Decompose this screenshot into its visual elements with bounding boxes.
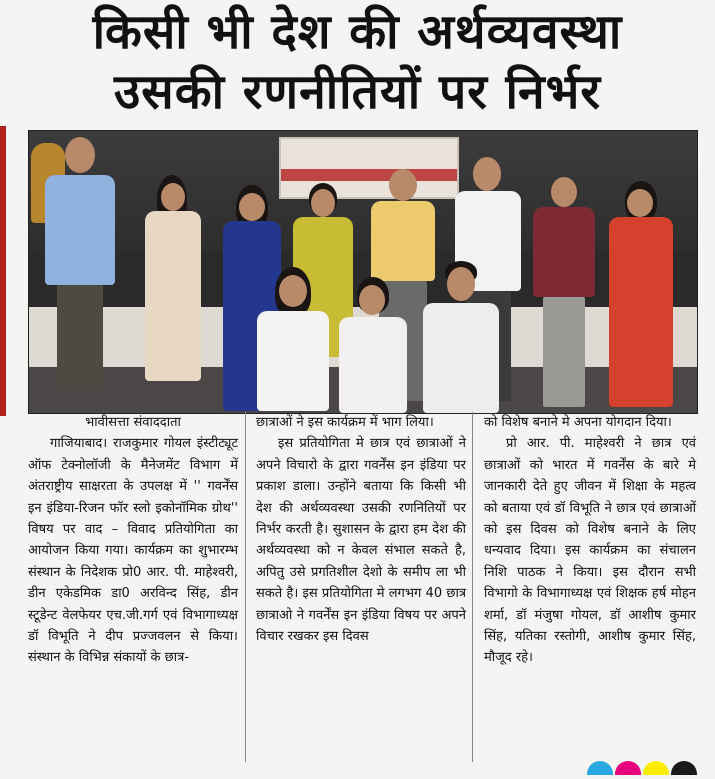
headline-line-2: उसकी रणनीतियों पर निर्भर [114, 64, 601, 120]
photo-student [419, 265, 503, 413]
black-reg-mark [671, 761, 697, 775]
article-paragraph: इस प्रतियोगिता मे छात्र एवं छात्राओं ने अपने विचारो के द्वारा गवर्नेंस इन इंडिया पर प्रकाश डाला। उन्होंने बताया कि किसी भी देश की अर्थव्यवस्था उसकी रणनितियों पर निर्भर करती है। सुशासन के द्वारा हम देश की अर्थव्यवस्था को न केवल संभाल सकते है, अपितु उसे प्रगतिशील देशो के समीप ला भी सकते है। इस प्रतियोगिता मे लगभग 40 छात्र छात्राओ ने गवर्नेंस इन इंडिया विषय पर अपने विचार रखकर इस दिवस [256, 436, 466, 645]
photo-person [139, 177, 209, 413]
adjacent-photo-edge [0, 126, 6, 416]
yellow-reg-mark [643, 761, 669, 775]
photo-person [603, 183, 679, 413]
article-paragraph: को विशेष बनाने मे अपना योगदान दिया। [484, 415, 672, 430]
article-paragraph: गाजियाबाद। राजकुमार गोयल इंस्टीट्यूट ऑफ टेक्नोलॉजी के मैनेजमेंट विभाग में अंतराष्ट्रीय साक्षरता के उपलक्ष में '' गवर्नेंस इन इंडिया-रिजन फॉर स्लो इकोनॉमिक ग्रोथ'' विषय पर वाद – विवाद प्रतियोगिता का आयोजन किया गया। कार्यक्रम का शुभारम्भ संस्थान के निदेशक प्रो0 आर. पी. माहेश्वरी, डीन एकेडमिक डा0 अरविन्द सिंह, डीन स्टूडेन्ट वेलफेयर एच.जी.गर्ग एवं विभागाध्यक्ष डॉ विभूति ने दीप प्रज्जवलन से किया। संस्थान के विभिन्न संकायों के छात्र- [28, 436, 238, 666]
article-paragraph: छात्राओं ने इस कार्यक्रम में भाग लिया। [256, 415, 434, 430]
photo-person [39, 137, 119, 413]
article-column-2 [256, 412, 466, 647]
headline [0, 2, 715, 122]
cyan-reg-mark [587, 761, 613, 775]
article-column-1 [28, 412, 238, 669]
photo-student [335, 281, 411, 413]
print-registration-marks [585, 760, 697, 774]
photo-student [253, 271, 333, 413]
headline-line-1: किसी भी देश की अर्थव्यवस्था [92, 4, 623, 60]
photo-person [529, 177, 599, 413]
event-group-photo [28, 130, 698, 414]
byline: भावीसत्ता संवाददाता [85, 415, 181, 430]
article-paragraph: प्रो आर. पी. माहेश्वरी ने छात्र एवं छात्राओं को भारत में गवर्नेंस के बारे मे जानकारी देते हुए जीवन में शिक्षा के महत्व को बताया एवं डॉ विभूति ने छात्र एवं छात्राओं को इस दिवस को विशेष बनाने के लिए धन्यवाद दिया। इस कार्यक्रम का संचालन निशि पाठक ने किया। इस दौरान सभी विभागो के विभागाध्यक्ष एवं शिक्षक हर्ष मोहन शर्मा, डॉ मंजुषा गोयल, डॉ आशीष कुमार सिंह, यतिका रस्तोगी, आशीष कुमार सिंह, मौजूद रहे। [484, 436, 696, 666]
article-body [0, 412, 715, 776]
magenta-reg-mark [615, 761, 641, 775]
article-column-3 [484, 412, 696, 669]
